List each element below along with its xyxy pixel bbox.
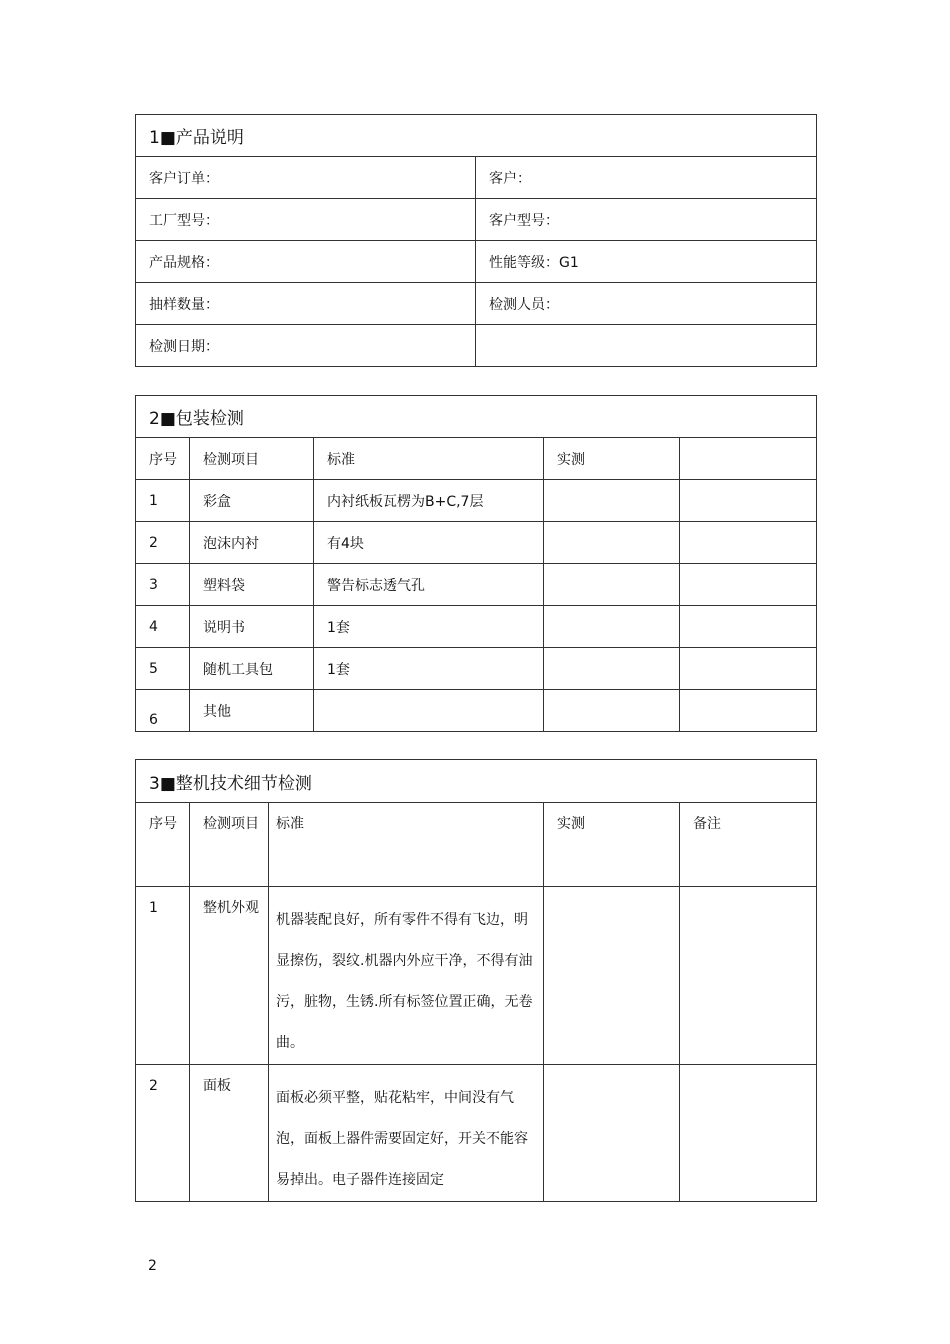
measured <box>544 522 680 564</box>
inspection-date-label: 检测日期： <box>136 325 476 367</box>
row-number: 1 <box>136 887 190 1065</box>
measured <box>544 887 680 1065</box>
remarks <box>680 1065 817 1202</box>
column-header: 备注 <box>680 803 817 887</box>
technical-inspection-table <box>135 759 817 1202</box>
measured <box>544 690 680 732</box>
section-title: 3■整机技术细节检测 <box>136 760 817 803</box>
product-spec-label: 产品规格： <box>136 241 476 283</box>
standard: 机器装配良好，所有零件不得有飞边，明显擦伤，裂纹.机器内外应干净，不得有油污，脏物，生锈.所有标签位置正确，无卷曲。 <box>269 887 544 1065</box>
standard: 有4块 <box>314 522 544 564</box>
row-number: 3 <box>136 564 190 606</box>
column-header: 标准 <box>314 438 544 480</box>
row-number: 4 <box>136 606 190 648</box>
table-row <box>136 522 817 564</box>
measured <box>544 564 680 606</box>
standard: 警告标志透气孔 <box>314 564 544 606</box>
empty-cell <box>476 325 817 367</box>
standard: 1套 <box>314 648 544 690</box>
measured <box>544 480 680 522</box>
customer-label: 客户： <box>476 157 817 199</box>
remarks <box>680 887 817 1065</box>
row-number: 6 <box>136 690 190 732</box>
extra <box>680 522 817 564</box>
standard <box>314 690 544 732</box>
measured <box>544 648 680 690</box>
table-header-row <box>136 438 817 480</box>
column-header: 实测 <box>544 438 680 480</box>
inspection-item: 其他 <box>190 690 314 732</box>
inspection-item: 彩盒 <box>190 480 314 522</box>
column-header: 序号 <box>136 803 190 887</box>
column-header: 检测项目 <box>190 803 269 887</box>
column-header: 标准 <box>269 803 544 887</box>
customer-model-label: 客户型号： <box>476 199 817 241</box>
table-row <box>136 1065 817 1202</box>
table-row <box>136 690 817 732</box>
section-title: 2■包装检测 <box>136 396 817 438</box>
extra <box>680 648 817 690</box>
table-row <box>136 887 817 1065</box>
inspection-item: 整机外观 <box>190 887 269 1065</box>
column-header: 序号 <box>136 438 190 480</box>
extra <box>680 606 817 648</box>
packaging-inspection-table <box>135 395 817 732</box>
column-header: 实测 <box>544 803 680 887</box>
measured <box>544 606 680 648</box>
table-row <box>136 480 817 522</box>
customer-order-label: 客户订单： <box>136 157 476 199</box>
table-row <box>136 564 817 606</box>
inspection-item: 随机工具包 <box>190 648 314 690</box>
product-info-table <box>135 114 817 367</box>
extra <box>680 564 817 606</box>
section-title: 1■产品说明 <box>136 115 817 157</box>
row-number: 1 <box>136 480 190 522</box>
row-number: 5 <box>136 648 190 690</box>
row-number: 2 <box>136 522 190 564</box>
inspector-label: 检测人员： <box>476 283 817 325</box>
standard: 面板必须平整，贴花粘牢，中间没有气泡，面板上器件需要固定好，开关不能容易掉出。电子器件连接固定 <box>269 1065 544 1202</box>
factory-model-label: 工厂型号： <box>136 199 476 241</box>
performance-grade-label: 性能等级：G1 <box>476 241 817 283</box>
inspection-item: 面板 <box>190 1065 269 1202</box>
standard: 内衬纸板瓦楞为B+C,7层 <box>314 480 544 522</box>
column-header <box>680 438 817 480</box>
extra <box>680 480 817 522</box>
table-row <box>136 606 817 648</box>
inspection-item: 说明书 <box>190 606 314 648</box>
extra <box>680 690 817 732</box>
page-number: 2 <box>148 1258 157 1274</box>
column-header: 检测项目 <box>190 438 314 480</box>
table-header-row <box>136 803 817 887</box>
table-row <box>136 648 817 690</box>
inspection-item: 泡沫内衬 <box>190 522 314 564</box>
row-number: 2 <box>136 1065 190 1202</box>
measured <box>544 1065 680 1202</box>
standard: 1套 <box>314 606 544 648</box>
inspection-item: 塑料袋 <box>190 564 314 606</box>
sample-quantity-label: 抽样数量： <box>136 283 476 325</box>
